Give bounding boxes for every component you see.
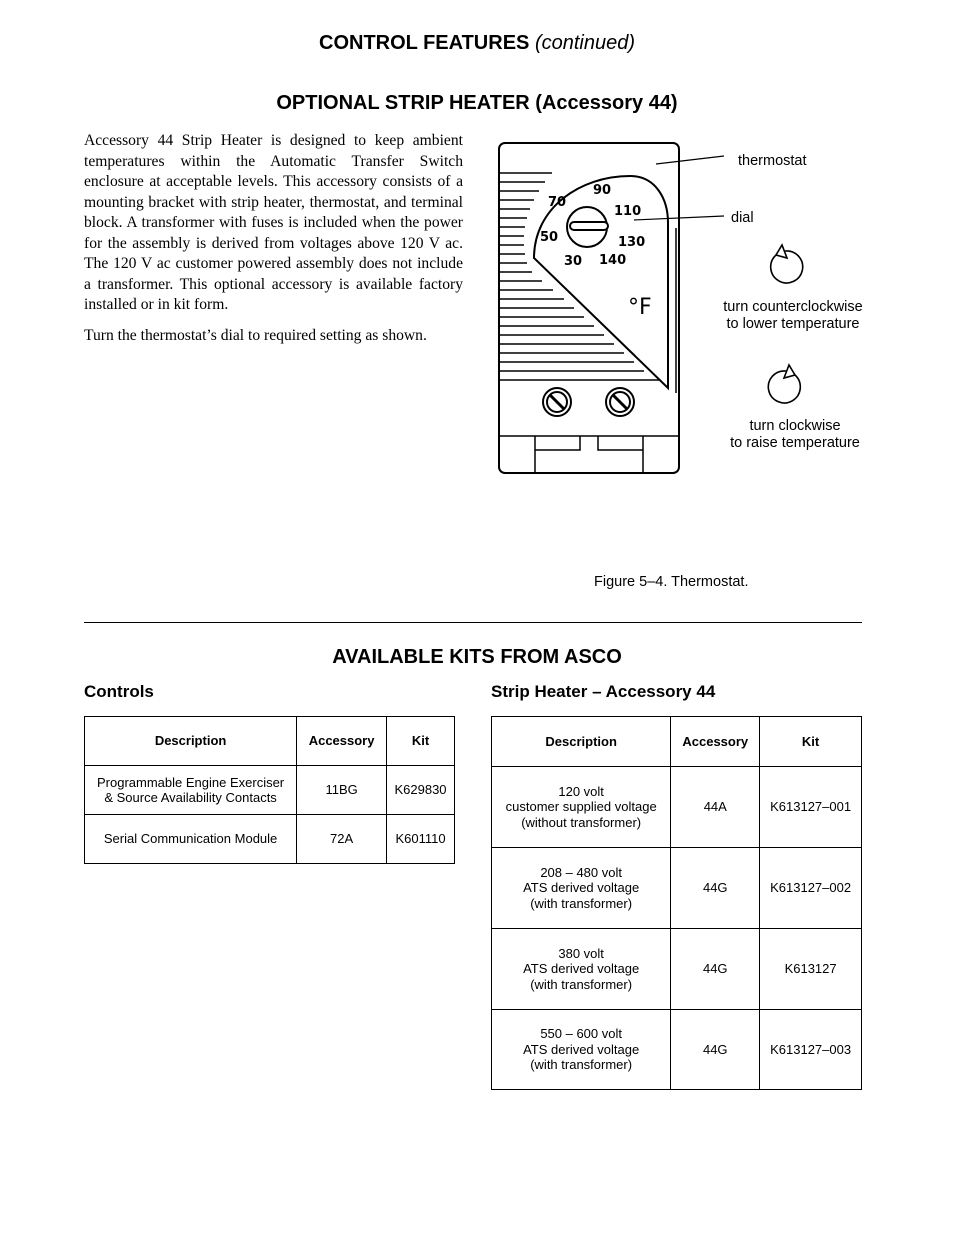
description-cell: 550 – 600 volt ATS derived voltage (with transformer) bbox=[492, 1010, 671, 1090]
thermostat-label: thermostat bbox=[738, 153, 807, 169]
controls-table bbox=[84, 716, 455, 864]
cw-instruction-line1: turn clockwise bbox=[749, 418, 841, 434]
kit-cell: K613127 bbox=[760, 929, 862, 1010]
description-cell: Serial Communication Module bbox=[85, 815, 297, 864]
controls-heading: Controls bbox=[84, 682, 154, 701]
dial-number: 30 bbox=[564, 254, 583, 269]
table-row bbox=[492, 767, 862, 848]
clockwise-arrow-icon bbox=[768, 365, 800, 403]
strip-heater-heading: Strip Heater – Accessory 44 bbox=[491, 682, 716, 701]
accessory-cell: 72A bbox=[297, 815, 387, 864]
ccw-instruction-line1: turn counterclockwise bbox=[723, 299, 863, 315]
dial-number: 50 bbox=[540, 230, 559, 245]
kit-cell: K613127–001 bbox=[760, 767, 862, 848]
accessory-cell: 11BG bbox=[297, 766, 387, 815]
dial-number: 130 bbox=[618, 235, 646, 250]
cw-instruction-line2: to raise temperature bbox=[730, 435, 860, 451]
column-header: Description bbox=[492, 717, 671, 767]
dial-number: 110 bbox=[614, 204, 642, 219]
kit-cell: K613127–003 bbox=[760, 1010, 862, 1090]
kit-cell: K629830 bbox=[387, 766, 455, 815]
description-cell: 120 volt customer supplied voltage (without transformer) bbox=[492, 767, 671, 848]
column-header: Kit bbox=[387, 717, 455, 766]
dial-number: 140 bbox=[599, 253, 627, 268]
kit-cell: K601110 bbox=[387, 815, 455, 864]
kits-title: AVAILABLE KITS FROM ASCO bbox=[332, 646, 622, 668]
terminal-screw bbox=[606, 388, 634, 416]
column-header: Description bbox=[85, 717, 297, 766]
section-divider bbox=[84, 622, 862, 623]
dial-number: 90 bbox=[593, 183, 612, 198]
terminal-screw bbox=[543, 388, 571, 416]
strip-heater-table bbox=[491, 716, 862, 1090]
description-cell: 380 volt ATS derived voltage (with transformer) bbox=[492, 929, 671, 1010]
counterclockwise-arrow-icon bbox=[771, 245, 803, 283]
accessory-cell: 44G bbox=[671, 929, 760, 1010]
figure-caption: Figure 5–4. Thermostat. bbox=[594, 574, 749, 590]
section-title: OPTIONAL STRIP HEATER (Accessory 44) bbox=[276, 92, 678, 114]
table-header-row bbox=[492, 717, 862, 767]
accessory-cell: 44G bbox=[671, 848, 760, 929]
column-header: Accessory bbox=[297, 717, 387, 766]
accessory-cell: 44A bbox=[671, 767, 760, 848]
page-title bbox=[0, 32, 954, 55]
column-header: Kit bbox=[760, 717, 862, 767]
table-header-row bbox=[85, 717, 455, 766]
description-cell: 208 – 480 volt ATS derived voltage (with transformer) bbox=[492, 848, 671, 929]
dial-label: dial bbox=[731, 210, 754, 226]
description-paragraph: Accessory 44 Strip Heater is designed to keep ambient temperatures within the Automatic Transfer Switch enclosure at acceptable levels. This accessory consists of a mounting bracket with strip heater, thermostat, and terminal block. A transformer with fuses is included when the power for the assembly is derived from voltages above 120 V ac. The 120 V ac customer powered assembly does not include a transformer. This optional accessory is available factory installed or in kit form. bbox=[84, 132, 463, 313]
table-row bbox=[492, 1010, 862, 1090]
table-row bbox=[492, 929, 862, 1010]
dial-pointer bbox=[570, 222, 608, 230]
table-row bbox=[85, 815, 455, 864]
column-header: Accessory bbox=[671, 717, 760, 767]
page-title-continued: (continued) bbox=[534, 32, 635, 54]
page-title-text: CONTROL FEATURES bbox=[319, 32, 530, 54]
accessory-cell: 44G bbox=[671, 1010, 760, 1090]
description-cell: Programmable Engine Exerciser & Source Availability Contacts bbox=[85, 766, 297, 815]
table-row bbox=[492, 848, 862, 929]
instruction-paragraph: Turn the thermostat’s dial to required setting as shown. bbox=[84, 327, 427, 344]
thermostat-figure bbox=[490, 138, 880, 483]
kit-cell: K613127–002 bbox=[760, 848, 862, 929]
dial-number: 70 bbox=[548, 195, 567, 210]
temperature-unit: °F bbox=[628, 295, 652, 320]
table-row bbox=[85, 766, 455, 815]
ccw-instruction-line2: to lower temperature bbox=[726, 316, 860, 332]
